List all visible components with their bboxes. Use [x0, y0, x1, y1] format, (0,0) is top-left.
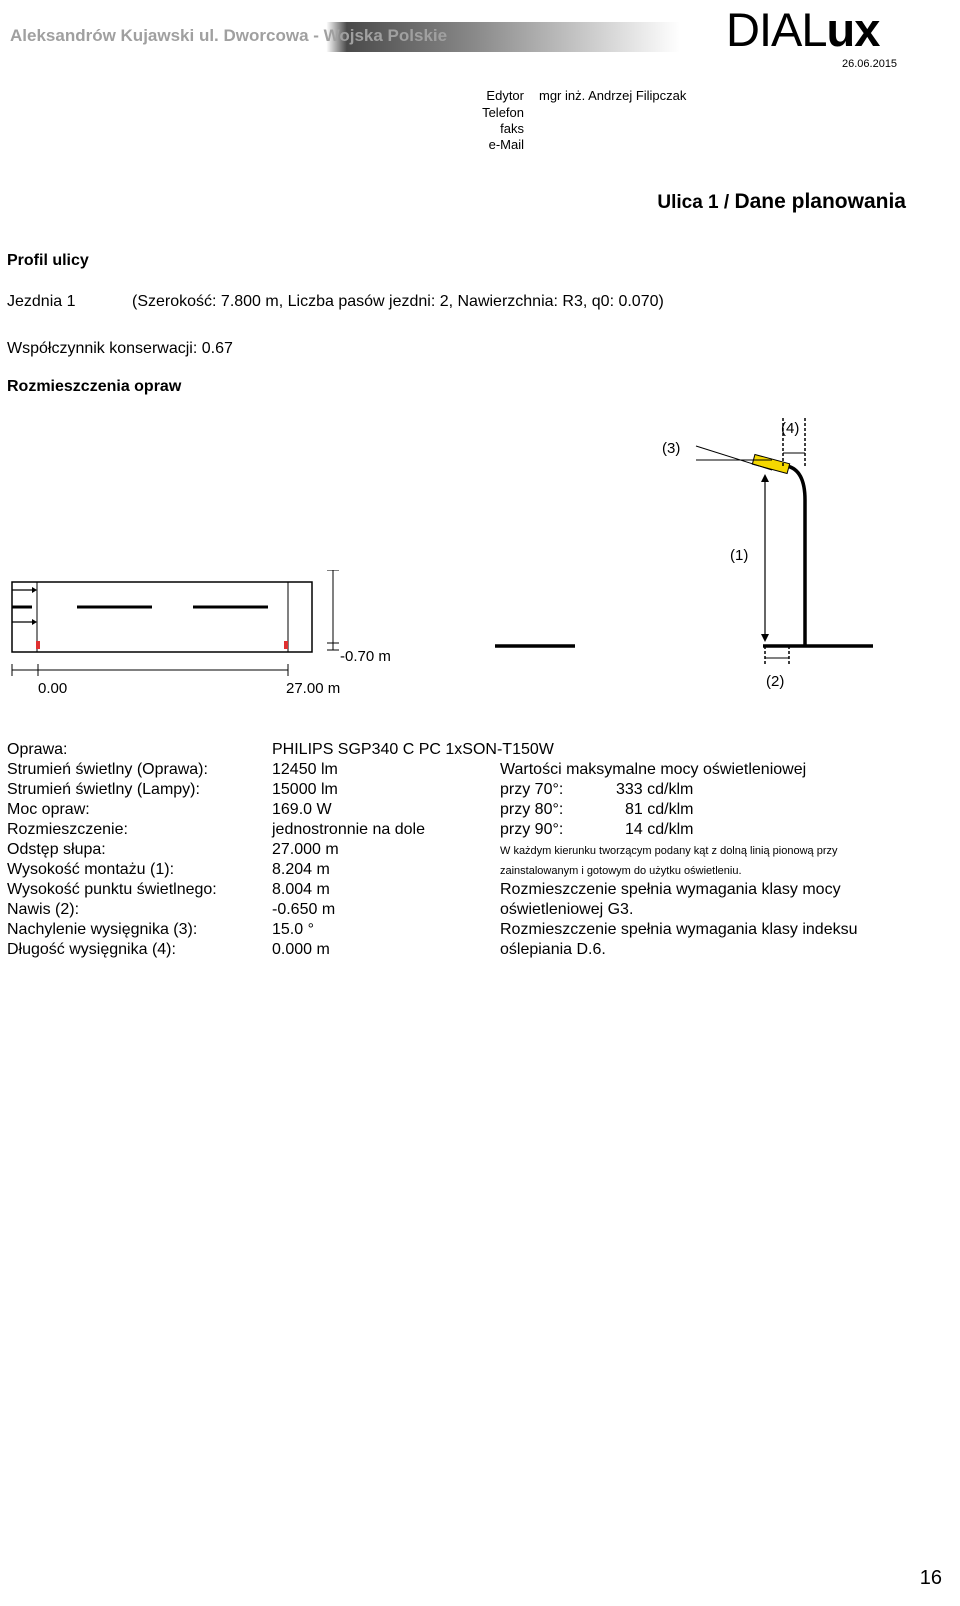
label-4: (4) [781, 420, 800, 437]
spacing-end-label: 27.00 m [286, 680, 341, 697]
spec-value: 27.000 m [272, 841, 339, 858]
intensity-value: 333 cd/klm [616, 781, 694, 798]
intensity-heading: Wartości maksymalne mocy oświetleniowej [500, 761, 807, 778]
title-part1: Ulica 1 / [657, 192, 735, 213]
page-title [657, 190, 906, 214]
spec-label: Wysokość punktu świetlnego: [7, 881, 217, 898]
spec-value: -0.650 m [272, 901, 336, 918]
intensity-value: 81 cd/klm [625, 801, 694, 818]
spec-label: Strumień świetlny (Oprawa): [7, 761, 208, 778]
spec-label: Wysokość montażu (1): [7, 861, 175, 878]
direction-arrowhead-top [32, 587, 37, 593]
arrangement-heading: Rozmieszczenia opraw [7, 378, 182, 395]
spec-value: 12450 lm [272, 761, 338, 778]
logo-part1: DIAL [726, 3, 827, 56]
profile-heading: Profil ulicy [7, 252, 89, 269]
pole-elevation-diagram [495, 410, 895, 700]
label-3: (3) [662, 440, 681, 457]
pole-marker-2 [284, 641, 288, 649]
spec-label: Strumień świetlny (Lampy): [7, 781, 200, 798]
project-title: Aleksandrów Kujawski ul. Dworcowa - Wojska Polskie [10, 26, 448, 45]
maintenance-factor: Współczynnik konserwacji: 0.67 [7, 340, 233, 357]
spec-value: 0.000 m [272, 941, 330, 958]
document-date: 26.06.2015 [842, 58, 898, 70]
dialux-logo [726, 2, 879, 57]
spec-value: 8.004 m [272, 881, 330, 898]
spec-label: Nachylenie wysięgnika (3): [7, 921, 198, 938]
intensity-angle: przy 70°: [500, 781, 564, 798]
spec-label: Moc opraw: [7, 801, 90, 818]
direction-arrowhead-bottom [32, 619, 37, 625]
editor-label: Edytor [486, 88, 524, 103]
luminaire [752, 455, 789, 474]
email-label: e-Mail [488, 137, 524, 152]
spacing-start-label: 0.00 [38, 680, 68, 697]
intensity-note-line2: zainstalowanym i gotowym do użytku oświetleniu. [500, 865, 742, 877]
mount-height-arrow-down [761, 634, 769, 642]
road-outline [12, 582, 312, 652]
lamp-pole [787, 466, 805, 646]
spec-label: Długość wysięgnika (4): [7, 941, 176, 958]
spec-value: PHILIPS SGP340 C PC 1xSON-T150W [272, 741, 554, 758]
lane-details: (Szerokość: 7.800 m, Liczba pasów jezdni: 2, Nawierzchnia: R3, q0: 0.070) [132, 293, 664, 310]
glare-class-line1: Rozmieszczenie spełnia wymagania klasy mocy [500, 881, 841, 898]
label-1: (1) [730, 547, 749, 564]
offset-label: -0.70 m [340, 648, 391, 665]
spec-label: Rozmieszczenie: [7, 821, 128, 838]
mount-height-arrow-up [761, 474, 769, 482]
intensity-angle: przy 90°: [500, 821, 564, 838]
spec-value: 8.204 m [272, 861, 330, 878]
pole-marker-1 [36, 641, 40, 649]
spec-value: 15000 lm [272, 781, 338, 798]
phone-label: Telefon [482, 105, 524, 120]
intensity-value: 14 cd/klm [625, 821, 694, 838]
spec-label: Oprawa: [7, 741, 68, 758]
glare-index-line1: Rozmieszczenie spełnia wymagania klasy indeksu [500, 921, 858, 938]
spec-label: Nawis (2): [7, 901, 80, 918]
spec-value: 15.0 ° [272, 921, 314, 938]
glare-index-line2: oślepiania D.6. [500, 941, 606, 958]
glare-class-line2: oświetleniowej G3. [500, 901, 634, 918]
logo-part2: ux [826, 3, 880, 56]
road-plan-diagram [0, 570, 420, 720]
spec-label: Odstęp słupa: [7, 841, 106, 858]
fax-label: faks [500, 121, 524, 136]
label-2: (2) [766, 673, 785, 690]
spec-value: 169.0 W [272, 801, 332, 818]
lane-label: Jezdnia 1 [7, 293, 76, 310]
page-number: 16 [919, 1567, 942, 1589]
intensity-angle: przy 80°: [500, 801, 564, 818]
spec-value: jednostronnie na dole [272, 821, 426, 838]
editor-value: mgr inż. Andrzej Filipczak [539, 88, 687, 103]
intensity-note-line1: W każdym kierunku tworzącym podany kąt z dolną linią pionową przy [500, 845, 838, 857]
title-part2: Dane planowania [734, 190, 906, 213]
